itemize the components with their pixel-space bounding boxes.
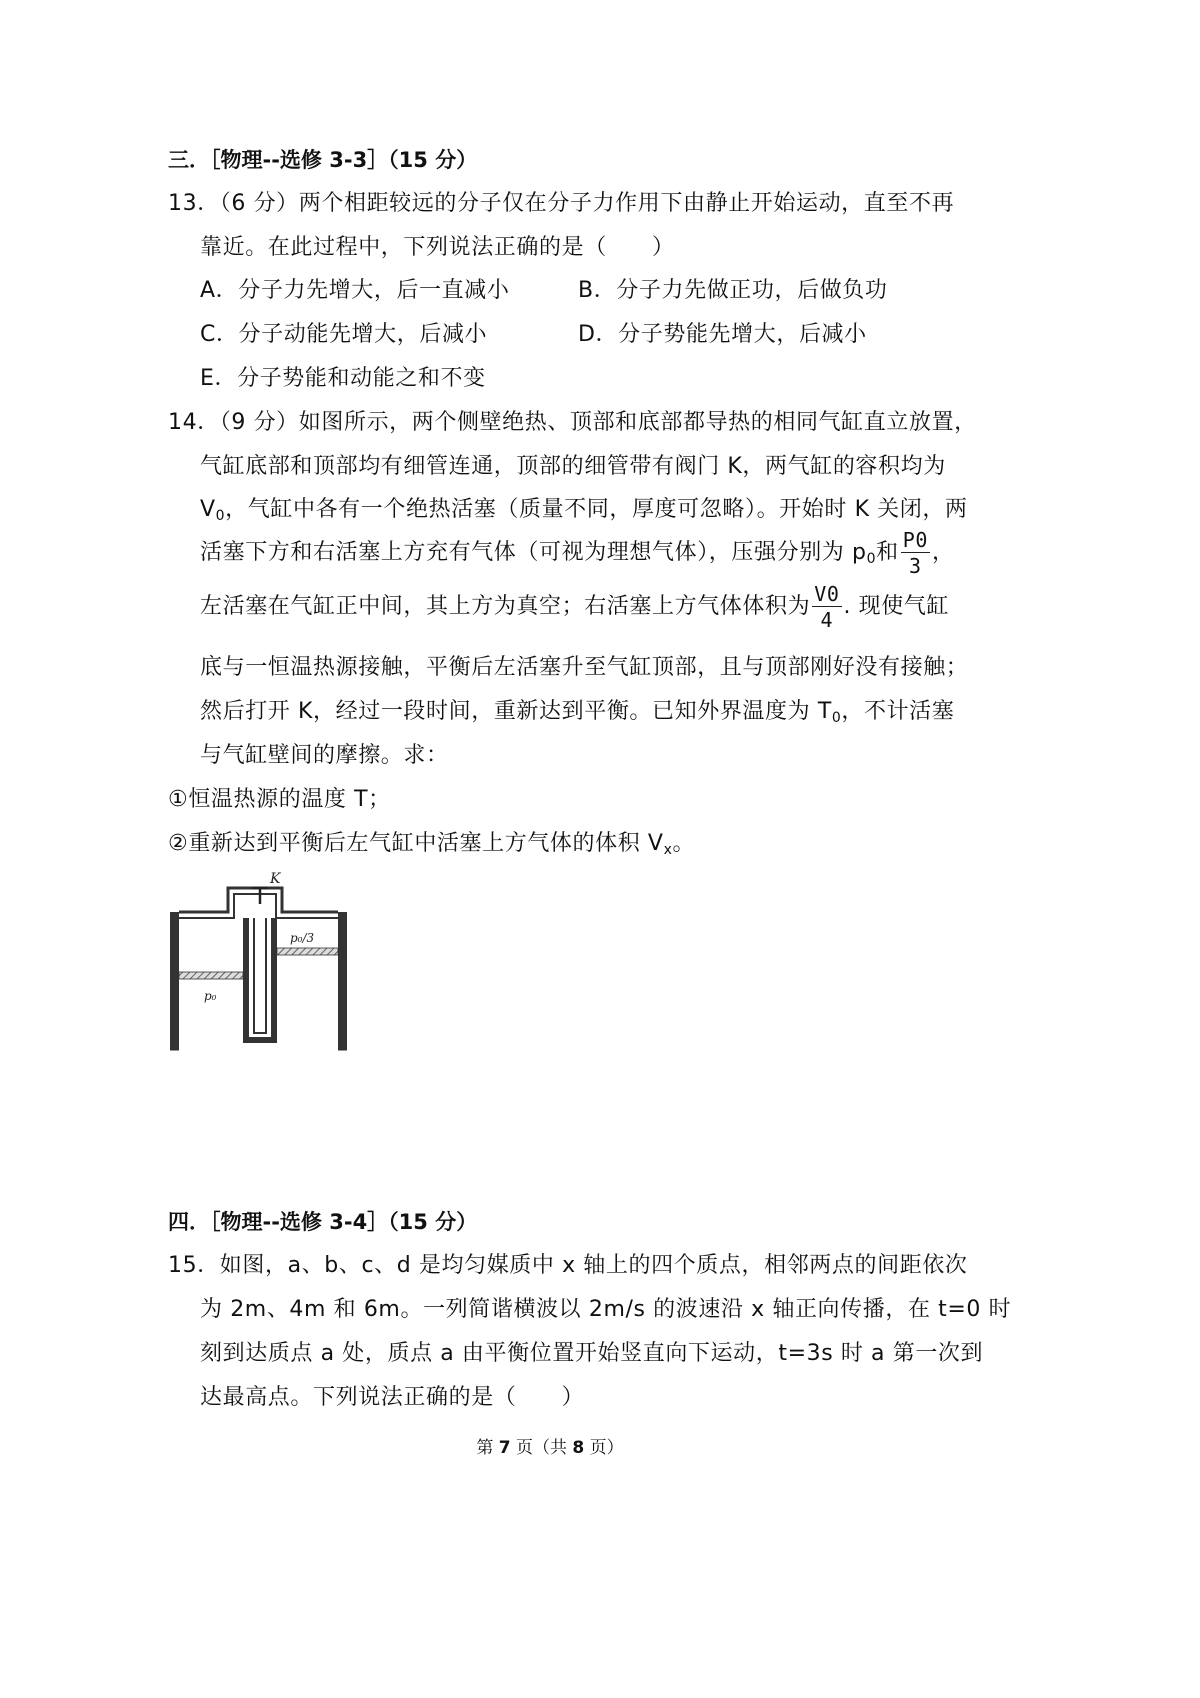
q14-line-1: 14．（9 分）如图所示，两个侧壁绝热、顶部和底部都导热的相同气缸直立放置， <box>168 410 977 435</box>
label-p0: p₀ <box>204 989 217 1003</box>
gas-cylinder-figure <box>166 868 356 1058</box>
q15-line-3: 刻到达质点 a 处，质点 a 由平衡位置开始竖直向下运动，t=3s 时 a 第一次到 <box>200 1341 984 1366</box>
vx-subscript: x <box>663 842 673 858</box>
top-connecting-tube <box>179 888 338 912</box>
q15-line-2: 为 2m、4m 和 6m。一列简谐横波以 2m/s 的波速沿 x 轴正向传播，在 t=0 时 <box>200 1297 1012 1322</box>
right-piston <box>277 948 338 955</box>
fraction-numerator: P0 <box>902 528 928 552</box>
q14-subquestion-2-end: 。 <box>672 831 696 856</box>
q15-line-4: 达最高点。下列说法正确的是（ ） <box>200 1385 585 1410</box>
valve-k-label: K <box>270 871 281 887</box>
page-footer <box>0 1433 1100 1458</box>
q13-line-2: 靠近。在此过程中，下列说法正确的是（ ） <box>200 235 675 260</box>
q14-line-7 <box>200 694 954 726</box>
q14-line-2: 气缸底部和顶部均有细管连通，顶部的细管带有阀门 K，两气缸的容积均为 <box>200 454 946 479</box>
v0-subscript: 0 <box>215 508 226 524</box>
q13-option-d: D．分子势能先增大，后减小 <box>578 322 867 347</box>
footer-suffix: 页） <box>584 1438 624 1458</box>
center-u-tube <box>246 918 274 1040</box>
q14-line-3-text: ，气缸中各有一个绝热活塞（质量不同，厚度可忽略）。开始时 K 关闭，两 <box>225 497 968 522</box>
v0-symbol: V <box>200 497 216 522</box>
q14-line-4-and: 和 <box>876 540 899 565</box>
t0-subscript: 0 <box>831 710 842 726</box>
q14-subquestion-1: ①恒温热源的温度 T； <box>168 787 391 812</box>
q13-option-b: B．分子力先做正功，后做负功 <box>578 278 888 303</box>
footer-prefix: 第 <box>476 1438 499 1458</box>
footer-middle: 页（共 <box>510 1438 573 1458</box>
q14-line-7-text: 然后打开 K，经过一段时间，重新达到平衡。已知外界温度为 T <box>200 699 832 724</box>
q14-line-5 <box>200 584 949 630</box>
q14-line-8: 与气缸壁间的摩擦。求： <box>200 743 449 768</box>
section-3-title: 三．［物理--选修 3-3］（15 分） <box>168 148 478 172</box>
p0-subscript: 0 <box>866 551 877 567</box>
left-piston <box>179 972 243 979</box>
q14-line-5-end: . 现使气缸 <box>843 594 950 619</box>
q14-line-4-end: ， <box>931 540 955 565</box>
current-page-number: 7 <box>498 1438 511 1458</box>
q14-line-7-end: ，不计活塞 <box>841 699 955 724</box>
right-cylinder-wall <box>338 912 347 1050</box>
q13-line-1: 13．（6 分）两个相距较远的分子仅在分子力作用下由静止开始运动，直至不再 <box>168 191 955 216</box>
section-4-title: 四．［物理--选修 3-4］（15 分） <box>168 1210 478 1234</box>
q13-option-e: E．分子势能和动能之和不变 <box>200 366 486 391</box>
fraction-p0-over-3 <box>901 530 930 576</box>
q14-subquestion-2-text: ②重新达到平衡后左气缸中活塞上方气体的体积 V <box>168 831 664 856</box>
q14-line-5-text: 左活塞在气缸正中间，其上方为真空；右活塞上方气体体积为 <box>200 594 811 619</box>
fraction-numerator: V0 <box>814 582 840 606</box>
q14-line-6: 底与一恒温热源接触，平衡后左活塞升至气缸顶部，且与顶部刚好没有接触； <box>200 655 969 680</box>
q13-option-a: A．分子力先增大，后一直减小 <box>200 278 510 303</box>
q13-option-c: C．分子动能先增大，后减小 <box>200 322 488 347</box>
fraction-denominator: 4 <box>820 608 834 632</box>
total-pages-number: 8 <box>572 1438 585 1458</box>
fraction-v0-over-4 <box>812 584 841 630</box>
q14-line-4 <box>200 530 955 576</box>
q14-line-4-text: 活塞下方和右活塞上方充有气体（可视为理想气体），压强分别为 p <box>200 540 867 565</box>
q14-line-3 <box>200 492 968 524</box>
left-cylinder-wall <box>170 912 179 1050</box>
q14-subquestion-2 <box>168 826 695 858</box>
q15-line-1: 15．如图，a、b、c、d 是均匀媒质中 x 轴上的四个质点，相邻两点的间距依次 <box>168 1253 968 1278</box>
fraction-denominator: 3 <box>909 554 922 578</box>
label-p0-over-3: p₀/3 <box>290 931 315 945</box>
